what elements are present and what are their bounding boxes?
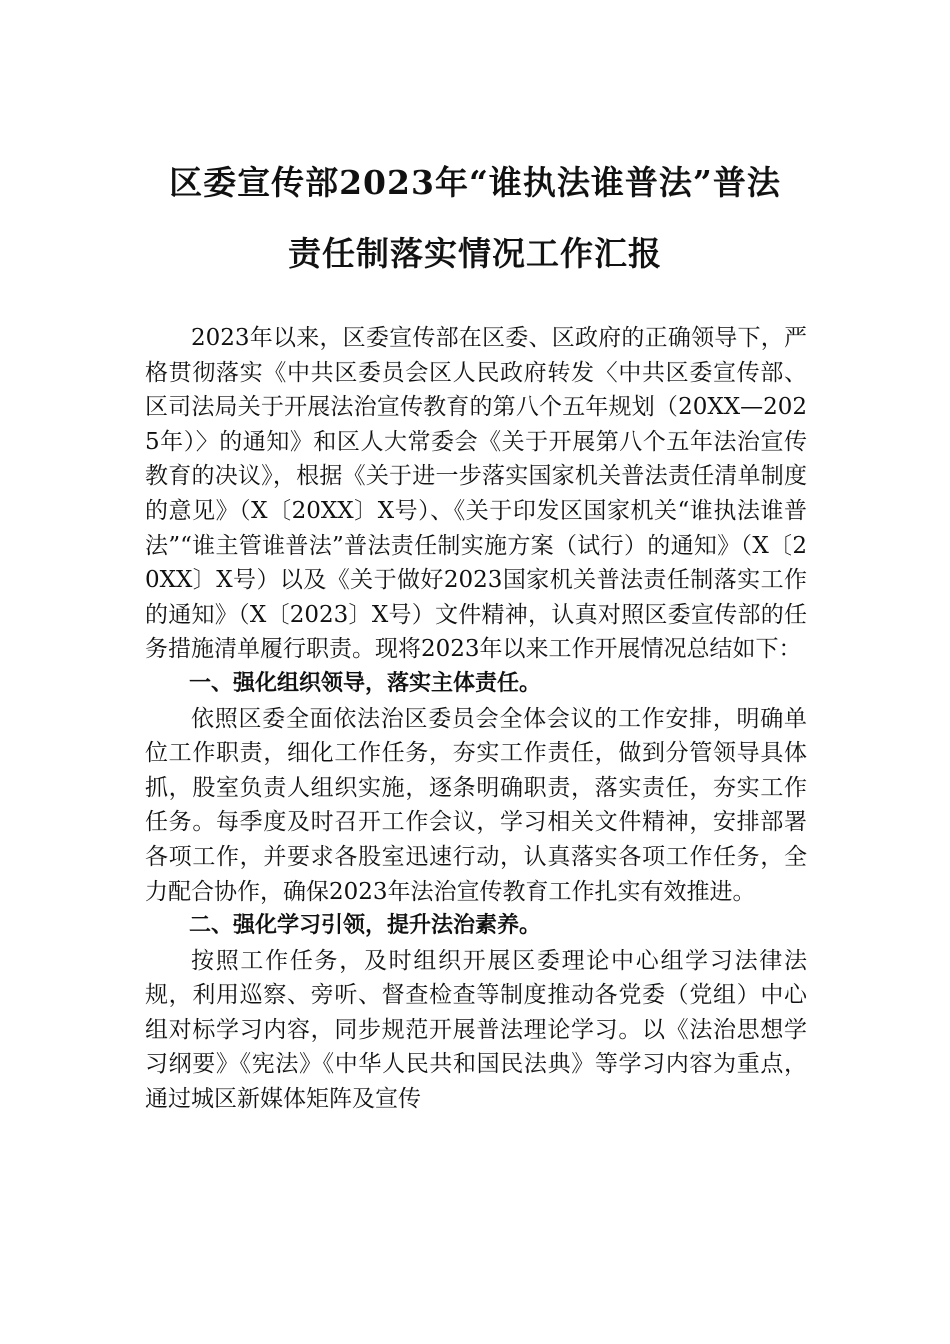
- section-1-paragraph: 依照区委全面依法治区委员会全体会议的工作安排，明确单位工作职责，细化工作任务，夯实工作责任，做到分管领导具体抓，股室负责人组织实施，逐条明确职责，落实责任，夯实工作任务。每季度及时召开工作会议，学习相关文件精神，安排部署各项工作，并要求各股室迅速行动，认真落实各项工作任务，全力配合协作，确保2023年法治宣传教育工作扎实有效推进。: [145, 705, 807, 905]
- section-2-paragraph: 按照工作任务，及时组织开展区委理论中心组学习法律法规，利用巡察、旁听、督查检查等制度推动各党委（党组）中心组对标学习内容，同步规范开展普法理论学习。以《法治思想学习纲要》《宪法》《中华人民共和国民法典》等学习内容为重点，通过城区新媒体矩阵及宣传: [145, 947, 807, 1113]
- section-heading-1: 一、强化组织领导，落实主体责任。: [189, 670, 542, 696]
- document-title-line-2: 责任制落实情况工作汇报: [288, 234, 662, 273]
- section-heading-2: 二、强化学习引领，提升法治素养。: [189, 913, 542, 939]
- intro-paragraph: 2023年以来，区委宣传部在区委、区政府的正确领导下，严格贯彻落实《中共区委员会区人民政府转发〈中共区委宣传部、区司法局关于开展法治宣传教育的第八个五年规划（20XX—2025年）〉的通知》和区人大常委会《关于开展第八个五年法治宣传教育的决议》，根据《关于进一步落实国家机关普法责任清单制度的意见》（X〔20XX〕X号）、《关于印发区国家机关“谁执法谁普法”“谁主管谁普法”普法责任制实施方案（试行）的通知》（X〔20XX〕X号）以及《关于做好2023国家机关普法责任制落实工作的通知》（X〔2023〕X号）文件精神，认真对照区委宣传部的任务措施清单履行职责。现将2023年以来工作开展情况总结如下：: [145, 325, 807, 663]
- document-title-line-1: 区委宣传部2023年“谁执法谁普法”普法: [169, 163, 781, 202]
- document-body: [145, 321, 807, 1117]
